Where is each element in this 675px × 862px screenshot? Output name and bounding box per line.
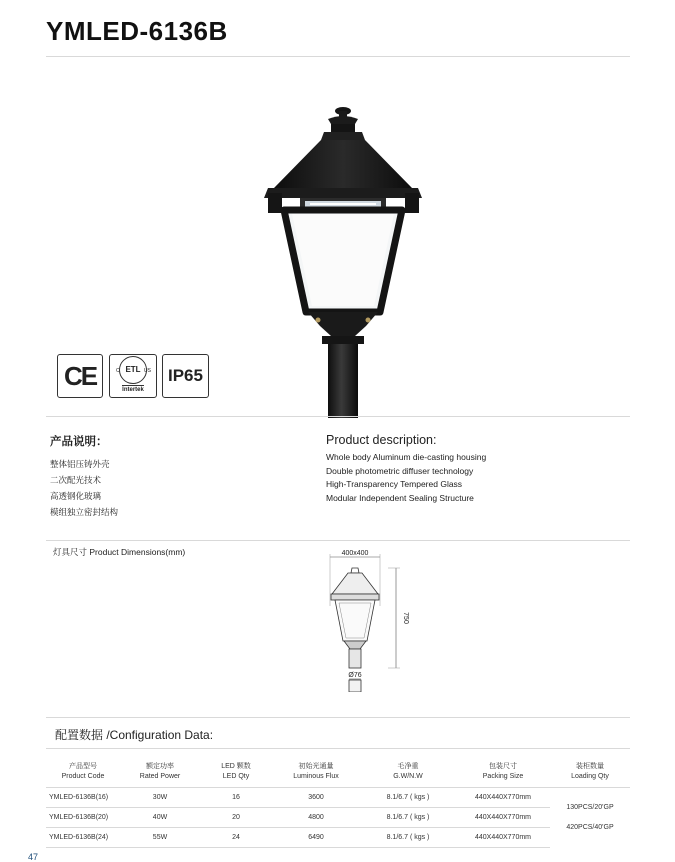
description-en-title: Product description: <box>326 433 437 447</box>
description-en-list <box>326 451 486 505</box>
configuration-title: 配置数据 /Configuration Data: <box>55 728 214 742</box>
description-en-item: Modular Independent Sealing Structure <box>326 492 474 503</box>
cell-led-qty: 16 <box>200 788 272 808</box>
cell-product-code: YMLED-6136B(24) <box>46 828 120 848</box>
column-header-led-qty: LED 颗数 LED Qty <box>221 763 251 780</box>
cell-led-qty: 20 <box>200 808 272 828</box>
cell-weight: 8.1/6.7 ( kgs ) <box>360 788 456 808</box>
etl-icon <box>119 356 147 384</box>
page-number: 47 <box>28 852 39 862</box>
intertek-label: Intertek <box>122 386 144 393</box>
loading-qty-20gp: 130PCS/20'GP <box>566 803 614 811</box>
cell-product-code: YMLED-6136B(20) <box>46 808 120 828</box>
cell-packing-size: 440X440X770mm <box>456 808 550 828</box>
etl-left-label: C <box>116 368 120 374</box>
section-divider-dimensions <box>46 717 630 718</box>
description-cn-list <box>50 456 118 520</box>
cell-packing-size: 440X440X770mm <box>456 788 550 808</box>
table-row <box>46 808 630 828</box>
column-header-product-code: 产品型号 Product Code <box>61 763 105 780</box>
cell-led-qty: 24 <box>200 828 272 848</box>
etl-listed-badge <box>109 354 157 398</box>
dimension-width-label: 400x400 <box>341 550 369 557</box>
cell-luminous-flux: 3600 <box>272 788 360 808</box>
cell-rated-power: 55W <box>120 828 200 848</box>
dimension-height-label: 750 <box>402 612 409 624</box>
ce-mark-badge: CE <box>57 354 103 398</box>
cell-rated-power: 30W <box>120 788 200 808</box>
description-en-item: Double photometric diffuser technology <box>326 465 474 476</box>
ip65-badge: IP65 <box>162 354 209 398</box>
column-header-weight: 毛净重 G.W/N.W <box>393 763 423 780</box>
section-divider-description <box>46 540 630 541</box>
description-cn-item: 整体铝压铸外壳 <box>50 459 110 469</box>
column-header-packing-size: 包装尺寸 Packing Size <box>482 763 524 780</box>
column-header-luminous-flux: 初始光通量 Luminous Flux <box>293 763 339 780</box>
table-header-row <box>46 757 630 788</box>
cell-weight: 8.1/6.7 ( kgs ) <box>360 828 456 848</box>
cell-product-code: YMLED-6136B(16) <box>46 788 120 808</box>
column-header-rated-power: 额定功率 Rated Power <box>139 763 181 780</box>
cell-rated-power: 40W <box>120 808 200 828</box>
column-header-loading-qty: 装柜数量 Loading Qty <box>571 763 609 780</box>
section-divider-photo <box>46 416 630 417</box>
description-cn-title: 产品说明： <box>50 436 108 448</box>
page-title: YMLED-6136B <box>46 16 228 46</box>
description-en-item: High-Transparency Tempered Glass <box>326 479 463 490</box>
cell-luminous-flux: 6490 <box>272 828 360 848</box>
table-row <box>46 788 630 808</box>
etl-right-label: US <box>144 368 151 374</box>
config-header-divider <box>46 748 630 749</box>
table-row <box>46 828 630 848</box>
header-divider <box>46 56 630 57</box>
dimension-drawing <box>322 546 414 692</box>
description-cn-item: 高透钢化玻璃 <box>50 491 102 501</box>
cell-loading-qty <box>550 788 630 848</box>
cell-luminous-flux: 4800 <box>272 808 360 828</box>
loading-qty-40gp: 420PCS/40'GP <box>566 823 614 831</box>
description-cn-item: 二次配光技术 <box>50 475 102 485</box>
configuration-table <box>46 757 630 848</box>
description-cn-item: 模组独立密封结构 <box>50 507 119 517</box>
dimensions-label: 灯具尺寸 Product Dimensions(mm) <box>53 547 186 557</box>
cell-weight: 8.1/6.7 ( kgs ) <box>360 808 456 828</box>
description-en-item: Whole body Aluminum die-casting housing <box>326 452 487 462</box>
product-photo <box>262 102 438 418</box>
dimension-pole-label: Ø76 <box>348 672 362 679</box>
etl-mark: ETL <box>125 365 141 374</box>
cell-packing-size: 440X440X770mm <box>456 828 550 848</box>
